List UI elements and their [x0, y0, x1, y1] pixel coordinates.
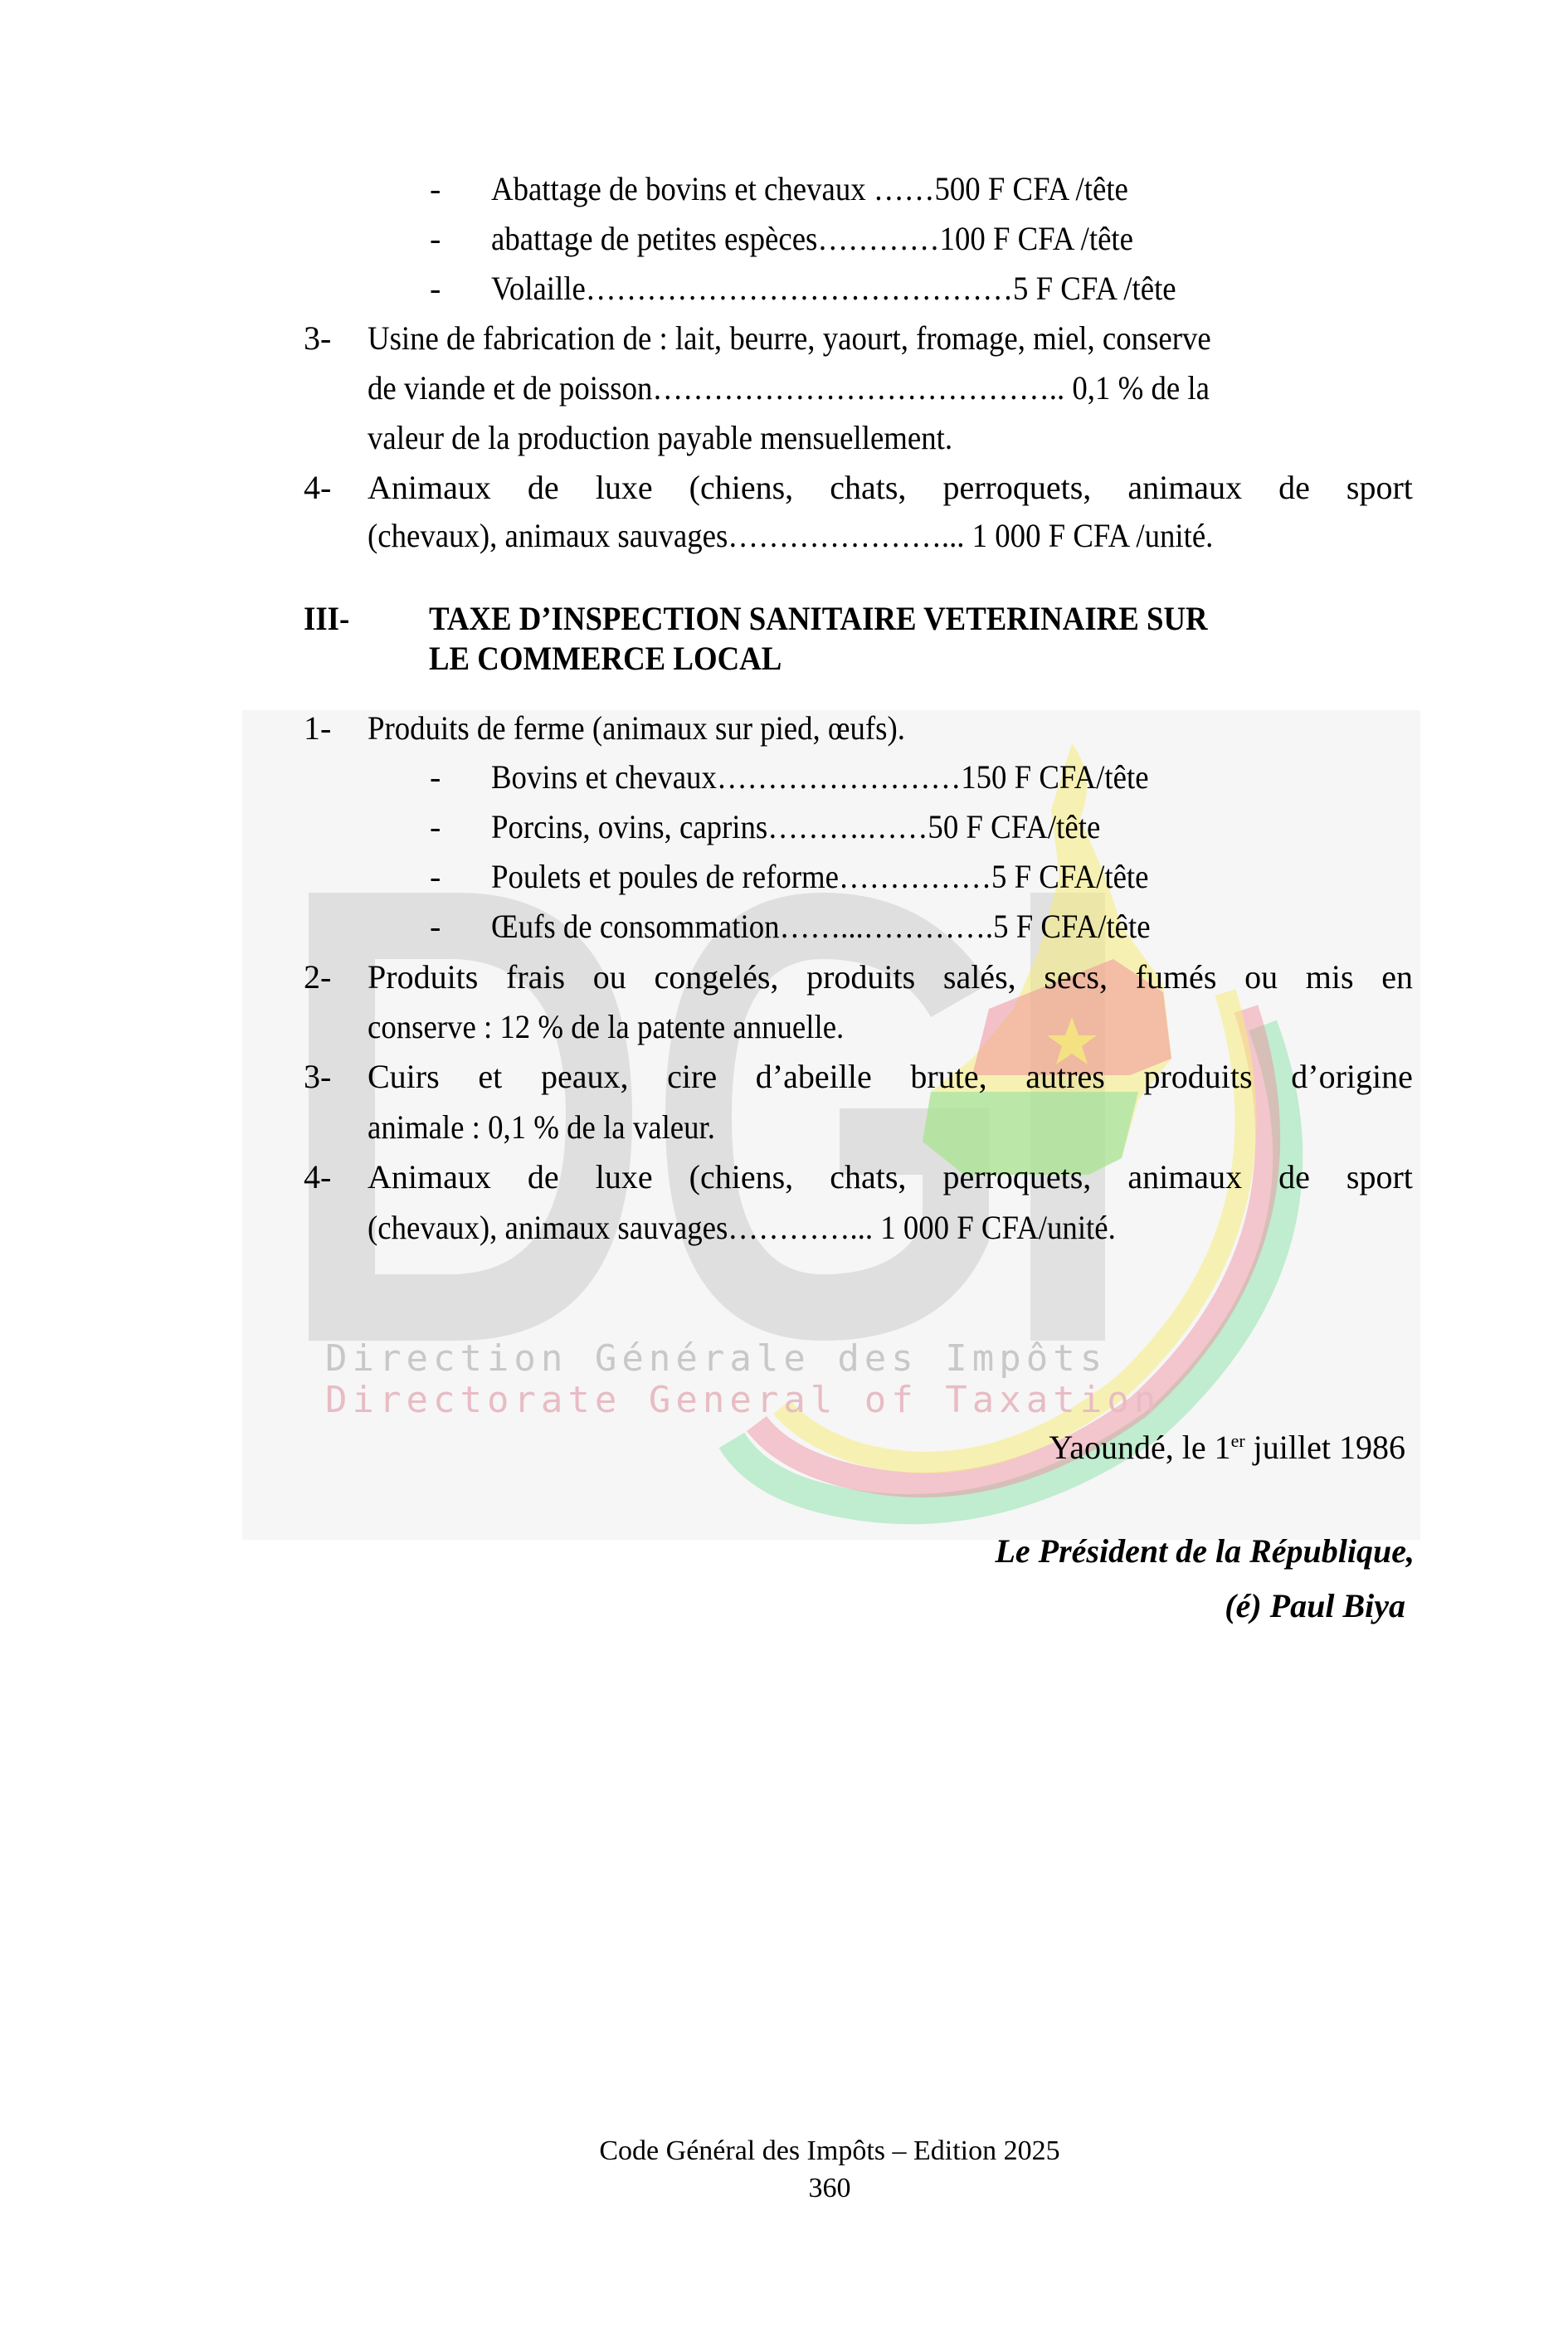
watermark-text-fr: Direction Générale des Impôts [325, 1337, 1108, 1380]
bullet-dash: - [430, 908, 441, 945]
word: fumés [1135, 958, 1217, 996]
paragraph-line: Usine de fabrication de : lait, beurre, yaourt, fromage, miel, conserve [368, 319, 1211, 357]
word: et [478, 1058, 503, 1095]
item-value: 5 F CFA /tête [1013, 270, 1176, 307]
word: animaux [1127, 469, 1243, 506]
list-item [491, 168, 1128, 211]
item-label: Œufs de consommation……...…………. [491, 908, 994, 945]
word: salés, [942, 958, 1016, 996]
list-item [491, 806, 1100, 849]
word: sport [1346, 1158, 1413, 1195]
item-value: 50 F CFA/tête [928, 808, 1101, 845]
item-value: 500 F CFA /tête [934, 170, 1128, 207]
word: Produits [368, 958, 479, 996]
paragraph-line [368, 466, 1413, 509]
item-label: Porcins, ovins, caprins……….…… [491, 808, 928, 845]
word: autres [1025, 1058, 1105, 1095]
place-date-prefix: Yaoundé, le 1 [1049, 1429, 1231, 1466]
word: ou [1244, 958, 1278, 996]
item-number: 3- [304, 1058, 332, 1095]
word: frais [506, 958, 566, 996]
section-numeral: III- [304, 600, 350, 637]
word: sport [1346, 469, 1413, 506]
word: (chiens, [689, 469, 794, 506]
word: perroquets, [942, 469, 1092, 506]
list-item [491, 756, 1149, 799]
paragraph-line: de viande et de poisson………………………………….. 0,1 % de la [368, 369, 1210, 407]
word: cire [667, 1058, 718, 1095]
word: de [527, 1158, 559, 1195]
item-value: 5 F CFA/tête [993, 908, 1151, 945]
item-label: Volaille…………………………………… [491, 270, 1014, 307]
place-date-superscript: er [1230, 1430, 1245, 1451]
footer-title: Code Général des Impôts – Edition 2025 [599, 2135, 1060, 2166]
word: congelés, [654, 958, 779, 996]
paragraph-line [368, 1055, 1413, 1098]
paragraph-line: (chevaux), animaux sauvages…………………... 1 000 F CFA /unité. [368, 517, 1214, 554]
bullet-dash: - [430, 758, 441, 796]
place-date [1049, 1426, 1405, 1469]
section-title: LE COMMERCE LOCAL [429, 640, 782, 677]
page-number: 360 [808, 2173, 851, 2203]
word: peaux, [540, 1058, 629, 1095]
bullet-dash: - [430, 808, 441, 845]
word: chats, [830, 1158, 907, 1195]
paragraph-line: conserve : 12 % de la patente annuelle. [368, 1008, 845, 1045]
word: luxe [595, 469, 653, 506]
paragraph-line: (chevaux), animaux sauvages…………... 1 000 F CFA/unité. [368, 1209, 1116, 1246]
bullet-dash: - [430, 220, 441, 257]
word: chats, [830, 469, 907, 506]
watermark-text-en: Directorate General of Taxation [325, 1379, 1161, 1421]
list-item [491, 267, 1176, 310]
bullet-dash: - [430, 858, 441, 895]
paragraph-line [368, 1156, 1413, 1199]
word: en [1381, 958, 1413, 996]
word: secs, [1044, 958, 1108, 996]
word: de [1278, 1158, 1310, 1195]
item-number: 3- [304, 319, 332, 357]
word: brute, [910, 1058, 987, 1095]
section-title: TAXE D’INSPECTION SANITAIRE VETERINAIRE SUR [429, 600, 1208, 637]
word: produits [806, 958, 916, 996]
word: mis [1305, 958, 1354, 996]
paragraph-line: animale : 0,1 % de la valeur. [368, 1108, 715, 1146]
item-value: 150 F CFA/tête [961, 758, 1149, 796]
word: de [527, 469, 559, 506]
item-number: 4- [304, 469, 332, 506]
item-label: Poulets et poules de reforme…………… [491, 858, 992, 895]
word: Animaux [368, 469, 491, 506]
word: ou [592, 958, 626, 996]
word: luxe [595, 1158, 653, 1195]
word: animaux [1127, 1158, 1243, 1195]
item-number: 1- [304, 709, 332, 747]
item-value: 5 F CFA/tête [991, 858, 1149, 895]
item-number: 2- [304, 958, 332, 996]
word: Animaux [368, 1158, 491, 1195]
word: Cuirs [368, 1058, 440, 1095]
bullet-dash: - [430, 170, 441, 207]
word: (chiens, [689, 1158, 794, 1195]
item-label: abattage de petites espèces………… [491, 220, 940, 257]
paragraph-line: valeur de la production payable mensuellement. [368, 419, 953, 456]
list-item [491, 855, 1148, 898]
word: d’origine [1291, 1058, 1413, 1095]
list-item [491, 905, 1151, 948]
list-item [491, 217, 1133, 261]
item-label: Bovins et chevaux…………………… [491, 758, 962, 796]
item-label: Abattage de bovins et chevaux …… [491, 170, 935, 207]
word: d’abeille [755, 1058, 872, 1095]
place-date-suffix: juillet 1986 [1244, 1429, 1405, 1466]
signatory-title: Le Président de la République, [995, 1532, 1415, 1570]
bullet-dash: - [430, 270, 441, 307]
word: perroquets, [942, 1158, 1092, 1195]
signatory-name: (é) Paul Biya [1225, 1587, 1405, 1624]
word: de [1278, 469, 1310, 506]
item-number: 4- [304, 1158, 332, 1195]
paragraph-line [368, 956, 1413, 999]
word: produits [1143, 1058, 1253, 1095]
item-value: 100 F CFA /tête [939, 220, 1133, 257]
paragraph-line: Produits de ferme (animaux sur pied, œufs). [368, 709, 905, 747]
